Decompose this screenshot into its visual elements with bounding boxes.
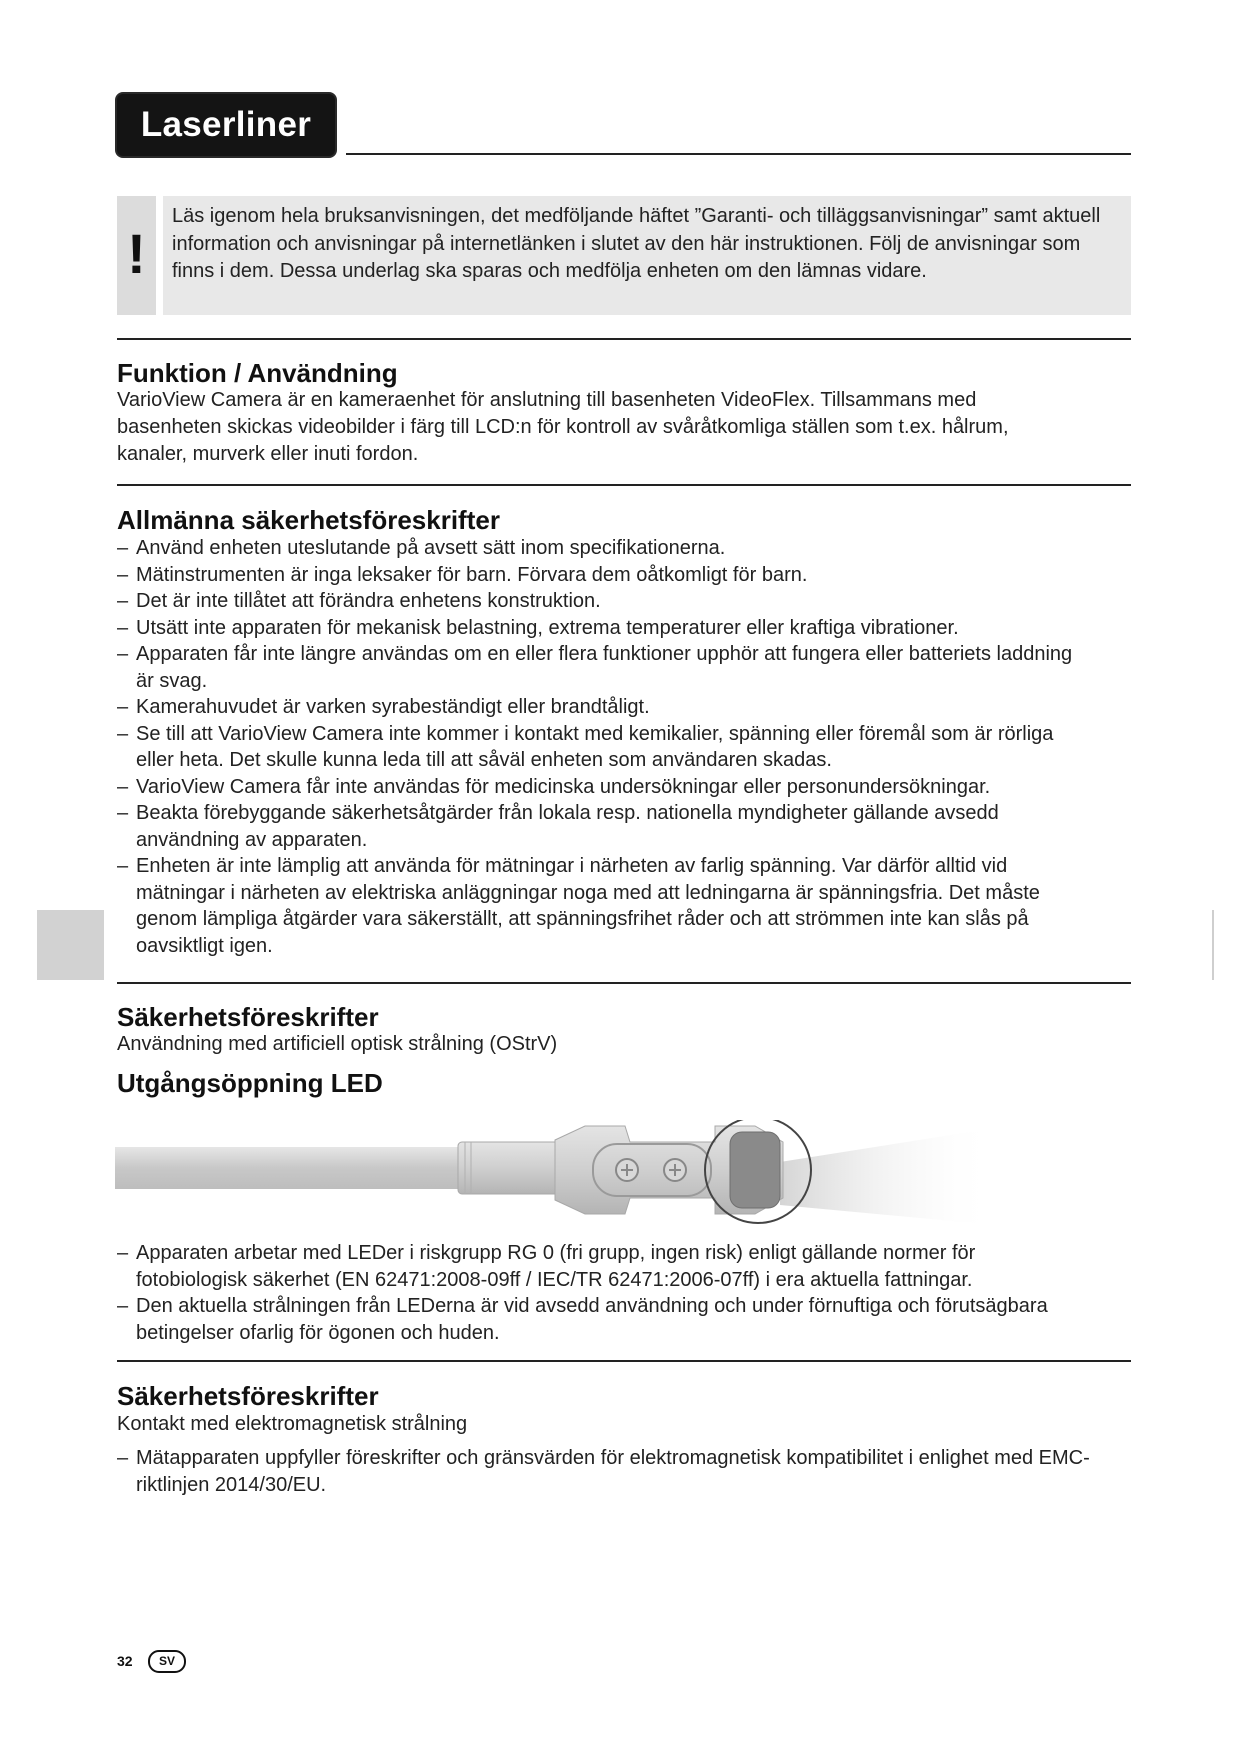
list-item: – Apparaten arbetar med LEDer i riskgrupp RG 0 (fri grupp, ingen risk) enligt gällande normer för fotobiologisk säkerhet (EN 62471:2008-09ff / IEC/TR 62471:2006-07ff) i era aktuella fattningar. [117, 1240, 1077, 1293]
optical-safety-heading: Säkerhetsföreskrifter [117, 1002, 379, 1032]
general-safety-heading: Allmänna säkerhetsföreskrifter [117, 505, 500, 535]
section-divider [117, 1360, 1131, 1362]
list-item: – Den aktuella strålningen från LEDerna är vid avsedd användning och under förnuftiga och förutsägbara betingelser ofarlig för ögonen och huden. [117, 1293, 1077, 1346]
emc-safety-subtitle: Kontakt med elektromagnetisk strålning [117, 1413, 468, 1435]
list-item: – Beakta förebyggande säkerhetsåtgärder från lokala resp. nationella myndigheter gällande avsedd användning av apparaten. [117, 800, 1082, 853]
optical-safety-subtitle: Användning med artificiell optisk strålning (OStrV) [117, 1033, 558, 1055]
language-badge: SV [148, 1650, 186, 1673]
led-lens [730, 1132, 780, 1208]
list-item: – Använd enheten uteslutande på avsett sätt inom specifikationerna. [117, 535, 1082, 562]
list-item: – Det är inte tillåtet att förändra enhetens konstruktion. [117, 588, 1082, 615]
led-heading: Utgångsöppning LED [117, 1068, 383, 1098]
general-safety-list [117, 535, 1082, 959]
list-item: – Mätinstrumenten är inga leksaker för barn. Förvara dem oåtkomligt för barn. [117, 562, 1082, 589]
list-item: – Apparaten får inte längre användas om en eller flera funktioner upphör att fungera eller batteriets laddning är svag. [117, 641, 1082, 694]
emc-safety-heading: Säkerhetsföreskrifter [117, 1381, 379, 1411]
notice-text: Läs igenom hela bruksanvisningen, det medföljande häftet ”Garanti- och tilläggsanvisningar” samt aktuell information och anvisningar på internetlänken i slutet av den här instruktionen. Följ de anvisningar som finns i dem. Dessa underlag ska sparas och medfölja enheten om den lämnas vidare. [172, 205, 1101, 282]
list-item: – Se till att VarioView Camera inte kommer i kontakt med kemikalier, spänning eller föremål som är rörliga eller heta. Det skulle kunna leda till att såväl enheten som användaren skadas. [117, 721, 1082, 774]
section-divider [117, 982, 1131, 984]
optical-safety-list [117, 1240, 1077, 1346]
header-rule [346, 153, 1131, 155]
led-light-beam [780, 1128, 995, 1225]
function-text: VarioView Camera är en kameraenhet för anslutning till basenheten VideoFlex. Tillsammans med basenheten skickas videobilder i färg till LCD:n för kontroll av svåråtkomliga ställen som t.ex. hålrum, kanaler, murverk eller inuti fordon. [117, 389, 1009, 465]
laserliner-logo: Laserliner [117, 94, 335, 156]
page-number: 32 [117, 1653, 133, 1669]
camera-head-illustration [115, 1120, 995, 1235]
list-item: – VarioView Camera får inte användas för medicinska undersökningar eller personundersökningar. [117, 774, 1082, 801]
list-item: – Kamerahuvudet är varken syrabeständigt eller brandtåligt. [117, 694, 1082, 721]
cable-connector [458, 1142, 560, 1194]
exclamation-icon: ! [127, 222, 146, 285]
section-divider [117, 338, 1131, 340]
chapter-tab [37, 910, 104, 980]
list-item: – Utsätt inte apparaten för mekanisk belastning, extrema temperaturer eller kraftiga vibrationer. [117, 615, 1082, 642]
camera-cable [115, 1147, 465, 1189]
list-item: – Mätapparaten uppfyller föreskrifter och gränsvärden för elektromagnetisk kompatibilitet i enlighet med EMC-riktlinjen 2014/30/EU. [117, 1445, 1131, 1498]
emc-safety-list [117, 1445, 1131, 1498]
page-edge-mark [1212, 910, 1214, 980]
function-heading: Funktion / Användning [117, 358, 398, 388]
section-divider [117, 484, 1131, 486]
list-item: – Enheten är inte lämplig att använda för mätningar i närheten av farlig spänning. Var därför alltid vid mätningar i närheten av elektriska anläggningar noga med att ledningarna är spänningsfria. Det måste genom lämpliga åtgärder vara säkerställt, att spänningsfrihet råder och att strömmen inte kan slås på oavsiktligt igen. [117, 853, 1082, 959]
